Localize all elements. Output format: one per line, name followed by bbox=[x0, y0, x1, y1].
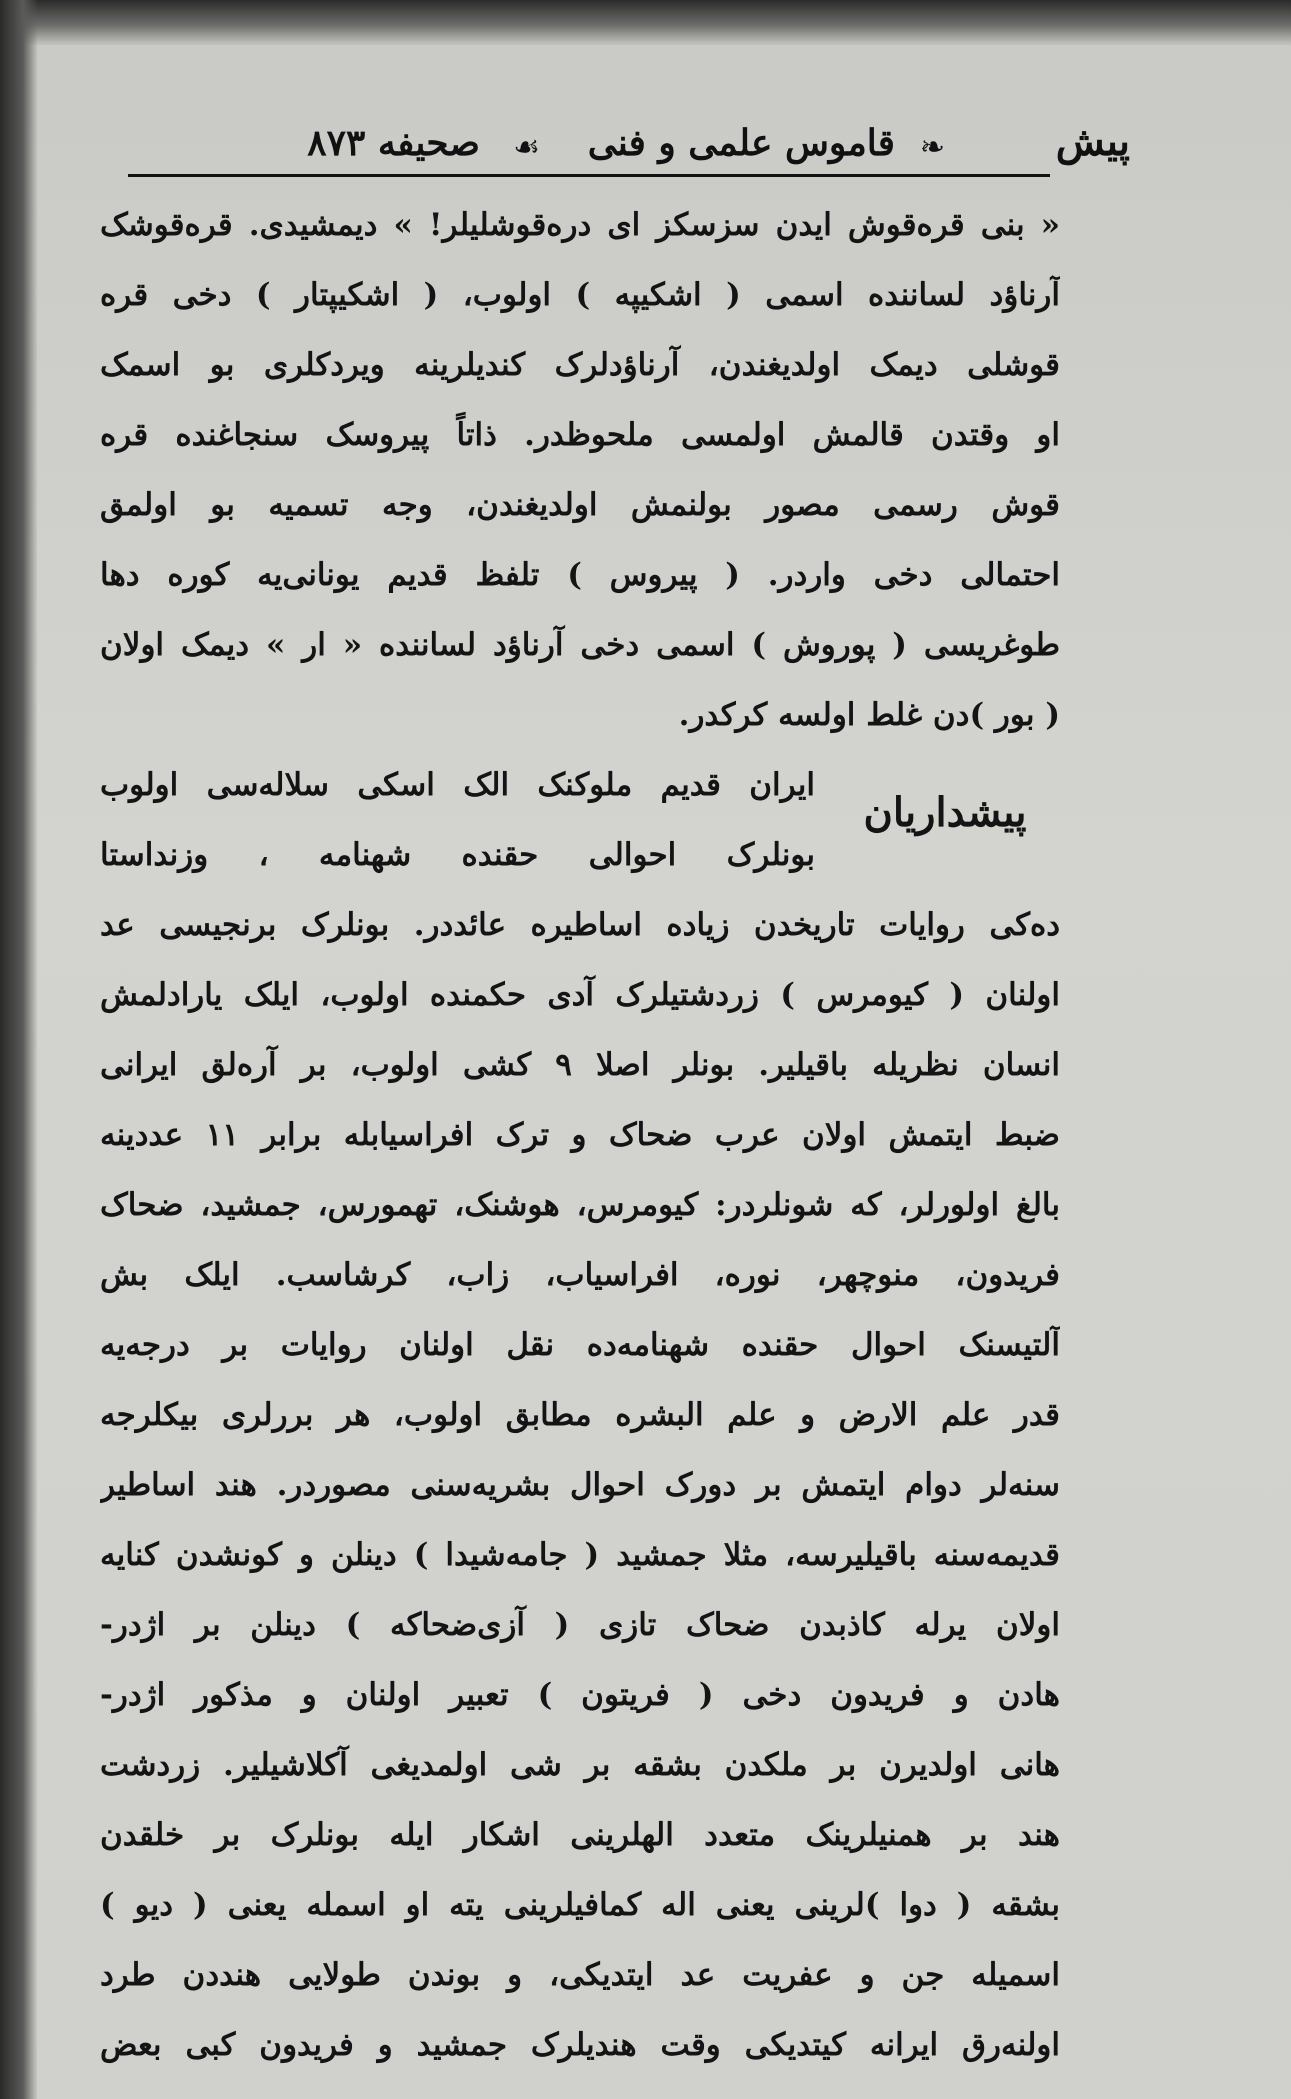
text-line: اولنان ( کیومرس ) زردشتیلرک آدی حکمنده اولوب، ایلک یارادلمش bbox=[100, 977, 1060, 1013]
text-line: احتمالی دخی واردر. ( پیروس ) تلفظ قدیم یونانی‌یه کوره دها bbox=[100, 557, 1060, 593]
header-rule bbox=[128, 174, 1050, 177]
running-header bbox=[130, 118, 1130, 178]
text-line: ده‌کی روایات تاریخدن زیاده اساطیره عائددر. بونلرک برنجیسی عد bbox=[100, 907, 1060, 943]
text-line: « بنی قره‌قوش ایدن سزسکز ای دره‌قوشلیلر! » دیمشیدی. قره‌قوشک bbox=[100, 207, 1060, 243]
text-body bbox=[100, 190, 1060, 2080]
paragraph-continued bbox=[100, 190, 1060, 750]
text-line: ضبط ایتمش اولان عرب ضحاک و ترک افراسیابله برابر ۱۱ عددینه bbox=[100, 1117, 1060, 1153]
text-line: هادن و فریدون دخی ( فریتون ) تعبیر اولنان و مذکور اژدر- bbox=[100, 1677, 1060, 1713]
text-line: سنه‌لر دوام ایتمش بر دورک احوال بشریه‌سنی مصوردر. هند اساطیر bbox=[100, 1467, 1060, 1503]
text-line: آرناؤد لساننده اسمی ( اشکیپه ) اولوب، ( اشکیپتار ) دخی قره bbox=[100, 277, 1060, 313]
text-line: بشقه ( دوا )لرینی یعنی اله کمافیلرینی یته او اسمله یعنی ( دیو ) bbox=[100, 1887, 1060, 1923]
text-line: اسمیله جن و عفریت عد ایتدیکی، و بوندن طولایی هنددن طرد bbox=[100, 1957, 1060, 1993]
text-line: فریدون، منوچهر، نوره، افراسیاب، زاب، کرشاسب. ایلک بش bbox=[100, 1257, 1060, 1293]
text-line: هانی اولدیرن بر ملکدن بشقه بر شی اولمدیغی آکلاشیلیر. زردشت bbox=[100, 1747, 1060, 1783]
text-line: آلتیسنک احوال حقنده شهنامه‌ده نقل اولنان روایات بر درجه‌یه bbox=[100, 1327, 1060, 1363]
text-line: ( بور )دن غلط اولسه کرکدر. bbox=[678, 697, 1060, 733]
text-line: انسان نظریله باقیلیر. بونلر اصلا ۹ کشی اولوب، بر آرەلق ایرانی bbox=[100, 1047, 1060, 1083]
text-line: اولنەرق ایرانه کیتدیکی وقت هندیلرک جمشید و فریدون کبی بعض bbox=[100, 2027, 1060, 2063]
text-line: بالغ اولورلر، که شونلردر: کیومرس، هوشنک، تهمورس، جمشید، ضحاک bbox=[100, 1187, 1060, 1223]
ornament-icon: ❧ bbox=[919, 130, 945, 165]
entry-header bbox=[100, 750, 1060, 890]
text-line: هند بر همنیلرینک متعدد الهلرینی اشکار ایله بونلرک بر خلقدن bbox=[100, 1817, 1060, 1853]
text-line: قوش رسمی مصور بولنمش اولدیغندن، وجه تسمیه بو اولمق bbox=[100, 487, 1060, 523]
text-line: او وقتدن قالمش اولمسی ملحوظدر. ذاتاً پیروسک سنجاغنده قره bbox=[100, 417, 1060, 453]
text-line: ایران قدیم ملوکنک الک اسکی سلاله‌سی اولوب bbox=[100, 767, 815, 803]
section-label: پیش bbox=[1055, 118, 1130, 165]
page-shadow-left bbox=[0, 0, 38, 2099]
text-line: قدر علم الارض و علم البشره مطابق اولوب، هر بررلری بیکلرجه bbox=[100, 1397, 1060, 1433]
header-title: قاموس علمی و فنی bbox=[587, 122, 895, 164]
entry-side-lines bbox=[100, 750, 815, 890]
page-shadow-top bbox=[0, 0, 1291, 46]
ornament-icon: ☙ bbox=[513, 130, 540, 165]
entry-paragraph bbox=[100, 890, 1060, 2080]
text-line: طوغریسی ( پوروش ) اسمی دخی آرناؤد لساننده « ار » دیمک اولان bbox=[100, 627, 1060, 663]
text-line: قوشلی دیمک اولدیغندن، آرناؤدلرک کندیلرینه ویردکلری بو اسمک bbox=[100, 347, 1060, 383]
text-line: اولان یرله کاذبدن ضحاک تازی ( آزی‌ضحاکه ) دینلن بر اژدر- bbox=[100, 1607, 1060, 1643]
page-number: صحیفه ۸۷۳ bbox=[307, 122, 480, 164]
entry-headword: پیشداریان bbox=[863, 789, 1027, 836]
text-line: قدیمه‌سنه باقیلیرسه، مثلا جمشید ( جامه‌شیدا ) دینلن و کونشدن کنایه bbox=[100, 1537, 1060, 1573]
text-line: بونلرک احوالی حقنده شهنامه ، وزنداستا bbox=[100, 837, 815, 873]
